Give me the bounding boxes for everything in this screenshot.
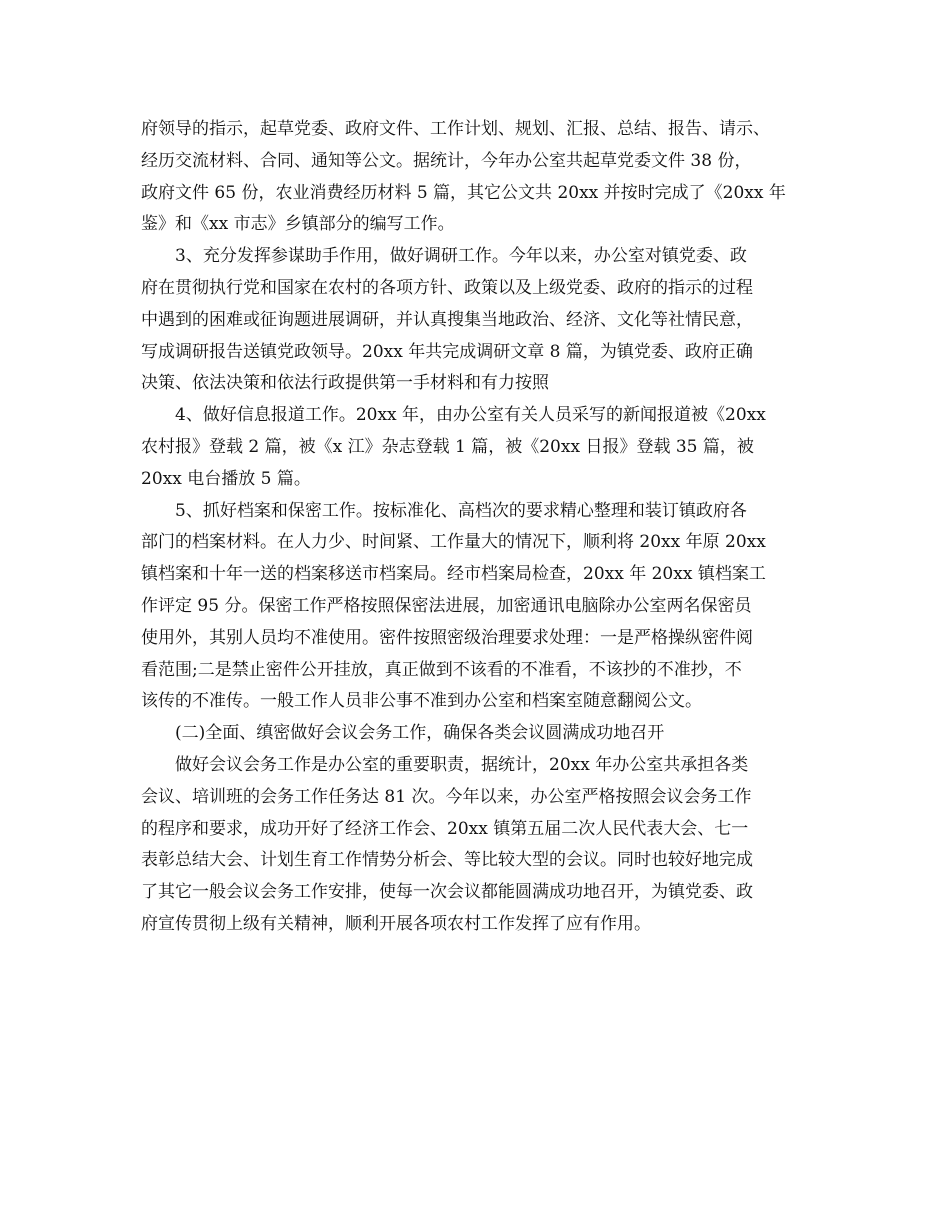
text-line: 的程序和要求，成功开好了经济工作会、20xx 镇第五届二次人民代表大会、七一 bbox=[141, 818, 749, 839]
text-line: 府宣传贯彻上级有关精神，顺利开展各项农村工作发挥了应有作用。 bbox=[141, 913, 651, 934]
text-line: 中遇到的困难或征询题进展调研，并认真搜集当地政治、经济、文化等社情民意， bbox=[141, 309, 753, 330]
text-line: 鉴》和《xx 市志》乡镇部分的编写工作。 bbox=[141, 214, 455, 235]
text-line: 写成调研报告送镇党政领导。20xx 年共完成调研文章 8 篇，为镇党委、政府正确 bbox=[141, 341, 753, 362]
text-line: (二)全面、缜密做好会议会务工作，确保各类会议圆满成功地召开 bbox=[175, 723, 665, 744]
text-line: 该传的不准传。一般工作人员非公事不准到办公室和档案室随意翻阅公文。 bbox=[141, 691, 702, 712]
text-line: 政府文件 65 份，农业消费经历材料 5 篇，其它公文共 20xx 并按时完成了《20xx 年 bbox=[141, 182, 786, 203]
text-line: 使用外，其别人员均不准使用。密件按照密级治理要求处理：一是严格操纵密件阅 bbox=[141, 627, 753, 648]
text-line: 3、充分发挥参谋助手作用，做好调研工作。今年以来，办公室对镇党委、政 bbox=[175, 246, 747, 267]
text-line: 做好会议会务工作是办公室的重要职责，据统计，20xx 年办公室共承担各类 bbox=[175, 754, 749, 775]
text-line: 4、做好信息报道工作。20xx 年，由办公室有关人员采写的新闻报道被《20xx bbox=[175, 405, 766, 426]
text-line: 会议、培训班的会务工作任务达 81 次。今年以来，办公室严格按照会议会务工作 bbox=[141, 786, 752, 807]
paragraph-meetings bbox=[141, 750, 821, 941]
text-line: 作评定 95 分。保密工作严格按照保密法进展，加密通讯电脑除办公室两名保密员 bbox=[141, 595, 752, 616]
text-line: 表彰总结大会、计划生育工作情势分析会、等比较大型的会议。同时也较好地完成 bbox=[141, 850, 753, 871]
text-line: 20xx 电台播放 5 篇。 bbox=[141, 468, 311, 489]
paragraph-archives bbox=[141, 496, 821, 719]
paragraph-news bbox=[141, 400, 821, 495]
paragraph-research bbox=[141, 241, 821, 400]
document-body bbox=[141, 114, 821, 941]
text-line: 部门的档案材料。在人力少、时间紧、工作量大的情况下，顺利将 20xx 年原 20xx bbox=[141, 532, 766, 553]
section-heading bbox=[141, 718, 821, 750]
text-line: 镇档案和十年一送的档案移送市档案局。经市档案局检查，20xx 年 20xx 镇档案工 bbox=[141, 564, 766, 585]
text-line: 决策、依法决策和依法行政提供第一手材料和有力按照 bbox=[141, 373, 549, 394]
text-line: 农村报》登载 2 篇，被《x 江》杂志登载 1 篇，被《20xx 日报》登载 35 篇，被 bbox=[141, 436, 754, 457]
paragraph-continued bbox=[141, 114, 821, 241]
text-line: 经历交流材料、合同、通知等公文。据统计，今年办公室共起草党委文件 38 份， bbox=[141, 150, 752, 171]
text-line: 了其它一般会议会务工作安排，使每一次会议都能圆满成功地召开，为镇党委、政 bbox=[141, 882, 753, 903]
text-line: 看范围;二是禁止密件公开挂放，真正做到不该看的不准看，不该抄的不准抄，不 bbox=[141, 659, 742, 680]
text-line: 府在贯彻执行党和国家在农村的各项方针、政策以及上级党委、政府的指示的过程 bbox=[141, 277, 753, 298]
text-line: 府领导的指示，起草党委、政府文件、工作计划、规划、汇报、总结、报告、请示、 bbox=[141, 119, 770, 139]
text-line: 5、抓好档案和保密工作。按标准化、高档次的要求精心整理和装订镇政府各 bbox=[175, 500, 747, 521]
